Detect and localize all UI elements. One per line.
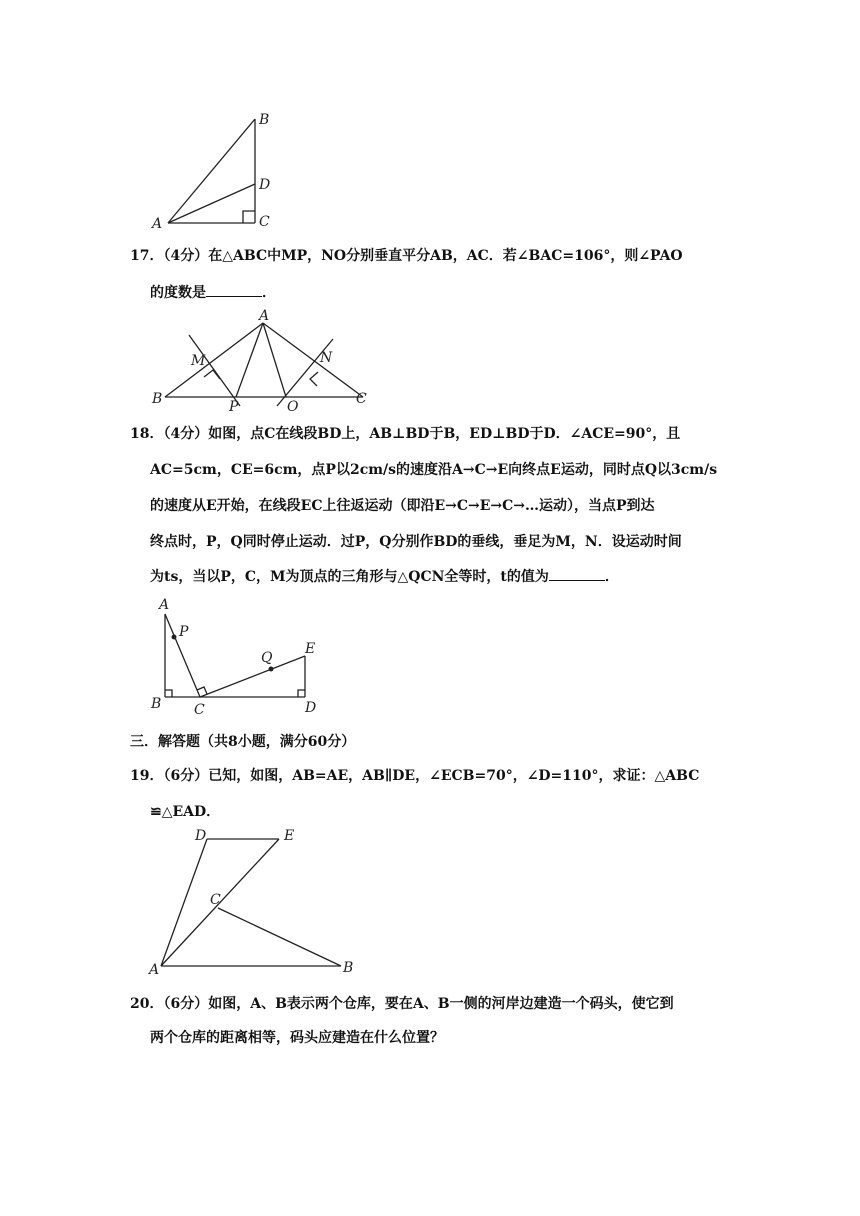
label-m: M (191, 353, 206, 369)
figure-q17 (150, 310, 380, 415)
label-p: P (229, 399, 239, 415)
label-a: A (259, 308, 270, 324)
label-e: E (305, 641, 316, 657)
label-a: A (149, 962, 160, 978)
figure-q18 (150, 596, 330, 716)
label-p: P (179, 624, 189, 640)
q18-line-2: AC=5cm，CE=6cm，点P以2cm/s的速度沿A→C→E向终点E运动，同时点Q以3cm/s (150, 462, 718, 478)
q19-line-2: ≌△EAD． (150, 804, 221, 820)
label-b: B (343, 960, 354, 976)
q20-line-1: 20．（6分）如图，A、B表示两个仓库，要在A、B一侧的河岸边建造一个码头，使它到 (130, 996, 674, 1012)
label-b: B (259, 112, 270, 128)
answer-blank-q17[interactable] (206, 282, 262, 297)
label-b: B (152, 391, 163, 407)
label-e: E (284, 828, 295, 844)
q19-line-1: 19．（6分）已知，如图，AB=AE，AB∥DE，∠ECB=70°，∠D=110°，求证：△ABC (130, 768, 700, 784)
q18-line-4: 终点时，P，Q同时停止运动．过P，Q分别作BD的垂线，垂足为M，N．设运动时间 (150, 534, 682, 550)
label-d: D (195, 828, 207, 844)
label-c: C (356, 391, 367, 407)
q17-line-1: 17．（4分）在△ABC中MP，NO分别垂直平分AB，AC．若∠BAC=106°，则∠PAO (130, 248, 683, 264)
q18-line-5: 为ts，当以P，C，M为顶点的三角形与△QCN全等时，t的值为 ． (150, 566, 860, 587)
label-a: A (152, 216, 163, 232)
q20-line-2: 两个仓库的距离相等，码头应建造在什么位置？ (150, 1030, 444, 1046)
section-3-title: 三．解答题（共8小题，满分60分） (130, 734, 356, 750)
label-c: C (259, 214, 270, 230)
label-o: O (287, 399, 299, 415)
label-q: Q (261, 650, 273, 666)
figure-q16 (150, 110, 280, 235)
q18-line-3: 的速度从E开始，在线段EC上往返运动（即沿E→C→E→C→…运动），当点P到达 (150, 498, 655, 514)
label-a: A (159, 597, 170, 613)
label-c: C (194, 702, 205, 718)
label-d: D (305, 700, 317, 716)
answer-blank-q18[interactable] (549, 566, 605, 581)
q18-line-1: 18．（4分）如图，点C在线段BD上，AB⊥BD于B，ED⊥BD于D．∠ACE=90°，且 (130, 426, 681, 442)
figure-q19 (145, 824, 365, 979)
q17-line-2: 的度数是 ． (150, 282, 860, 303)
label-n: N (320, 350, 333, 366)
label-d: D (259, 177, 271, 193)
label-b: B (151, 696, 162, 712)
label-c: C (210, 892, 221, 908)
